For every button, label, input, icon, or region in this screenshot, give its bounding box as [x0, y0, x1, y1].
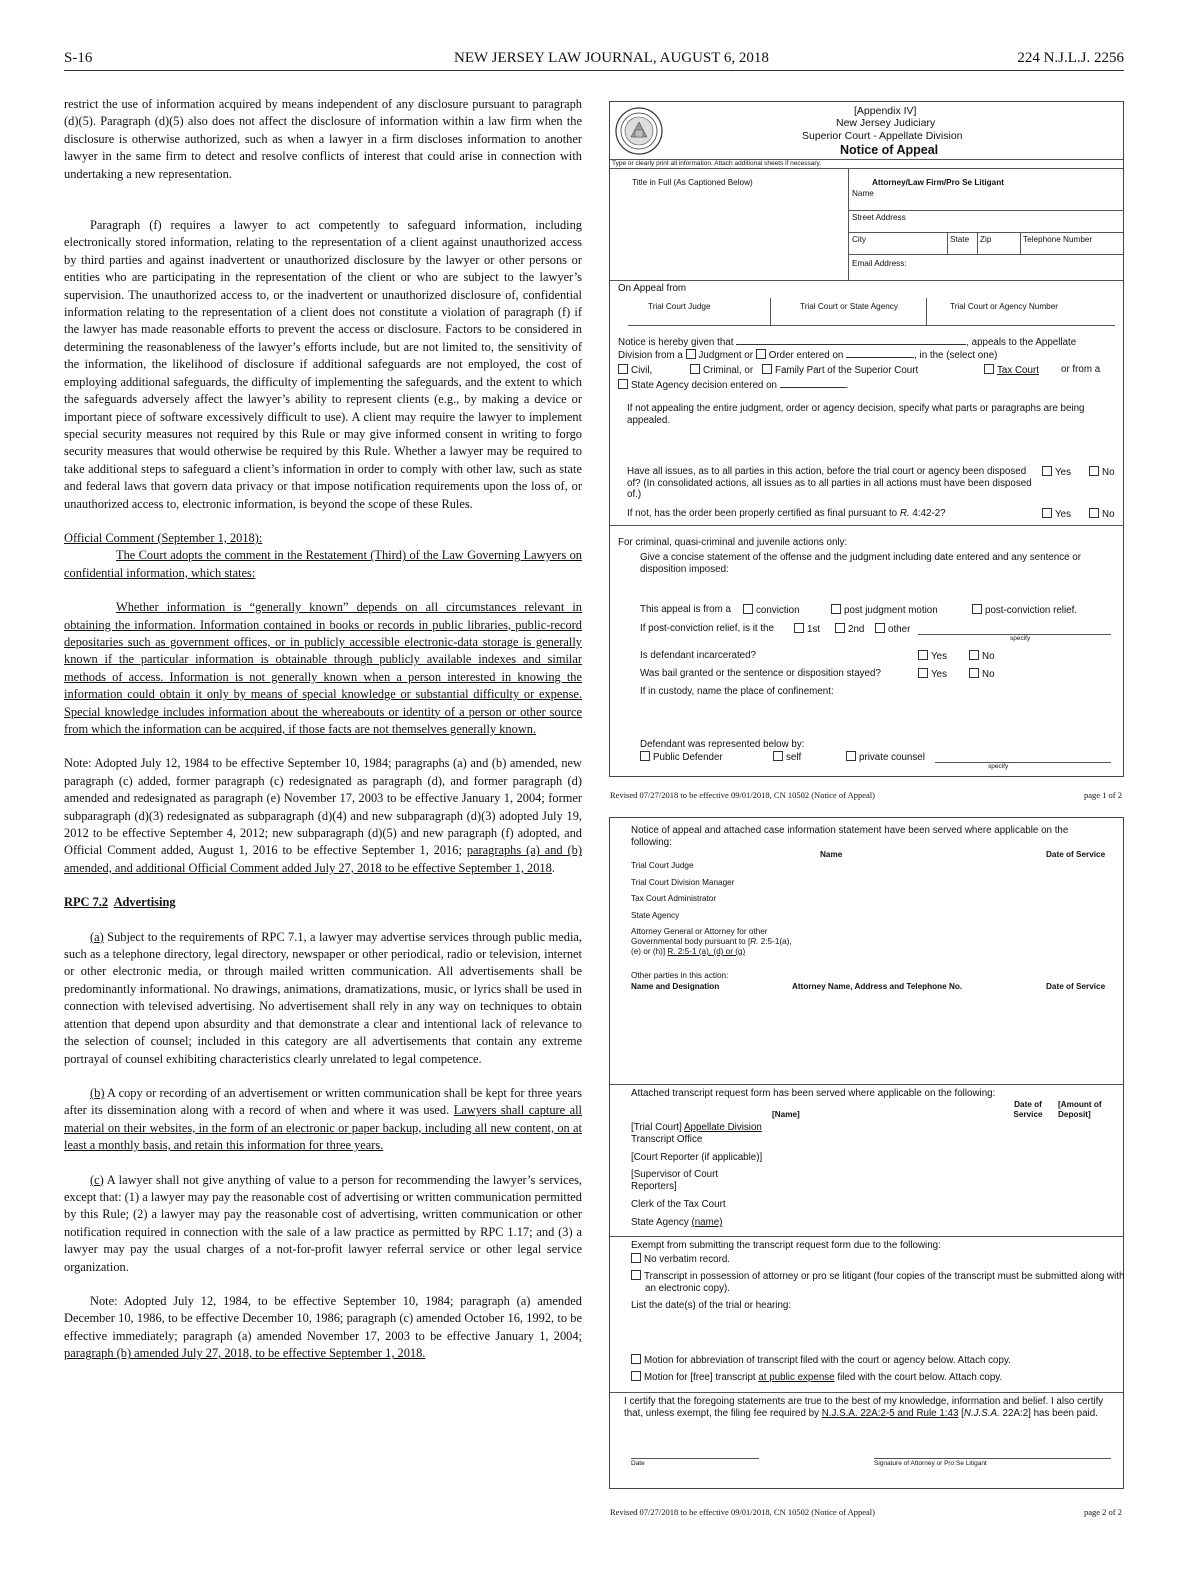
served-row: Trial Court Division Manager — [631, 878, 735, 887]
trial-agency-label: Trial Court or State Agency — [800, 302, 898, 311]
name-designation-header: Name and Designation — [631, 982, 720, 991]
specify-hint-2: specify — [988, 763, 1009, 770]
bail-question: Was bail granted or the sentence or disposition stayed? — [640, 668, 881, 679]
served-row: State Agency — [631, 911, 680, 920]
court-label: Superior Court - Appellate Division — [802, 130, 963, 142]
email-field[interactable]: Email Address: — [852, 259, 907, 268]
page-header — [64, 50, 1124, 71]
other-option[interactable]: other — [875, 623, 910, 635]
partial-appeal-text: If not appealing the entire judgment, order or agency decision, specify what parts or paragraphs are being appealed. — [627, 403, 1085, 426]
transcript-reporter: [Court Reporter (if applicable)] — [631, 1152, 763, 1163]
criminal-option[interactable]: Criminal, or — [690, 364, 753, 376]
page-indicator-1: page 1 of 2 — [1084, 790, 1123, 800]
self-option[interactable]: self — [773, 751, 801, 763]
rpc-7-2-heading: RPC 7.2 Advertising — [64, 895, 176, 910]
notice-of-appeal-page-2 — [609, 817, 1124, 1489]
judiciary-label: New Jersey Judiciary — [836, 117, 936, 129]
city-field[interactable]: City — [852, 235, 867, 244]
transcript-name-header: [Name] — [772, 1110, 800, 1119]
public-defender-option[interactable]: Public Defender — [640, 751, 723, 763]
list-dates-label: List the date(s) of the trial or hearing: — [631, 1300, 792, 1311]
incarcerated-yes[interactable]: Yes — [918, 650, 947, 662]
rpc-1-6-note: Note: Adopted July 12, 1984 to be effective September 10, 1984; paragraphs (a) and (b) amended, new paragraph (c) added, former paragraph (c) redesignated as paragraph (d), and former paragraph (d) amended and redesignated as paragraph (e) November 17, 2003 to be effective January 1, 2004; former subparagraph (d)(3) redesignated as subparagraph (d)(4) and new subparagraph (d)(3) adopted July 19, 2012 to be effective September 4, 2012; new subparagraph (d)(5) and new paragraph (f) adopted, and Official Comment added, August 1, 2016 to be effective September 1, 2016; paragraphs (a) and (b) amended, and additional Official Comment added July 27, 2018 to be effective September 1, 2018. — [64, 756, 582, 875]
paragraph-continued: restrict the use of information acquired by means independent of any disclosure pursuant to paragraph (d)(5). Paragraph (d)(5) also does not affect the disclosure of information within a law firm when the disclosure is otherwise authorized, such as when a lawyer in a firm discloses information to another lawyer in the same firm to detect and resolve conflicts of interest that could arise in connection with undertaking a new representation. — [64, 97, 582, 181]
transcript-amount-header: [Amount of Deposit] — [1058, 1100, 1102, 1119]
appendix-label: [Appendix IV] — [854, 105, 917, 117]
name-column-header: Name — [820, 850, 843, 859]
paragraph-f-comment: Paragraph (f) requires a lawyer to act competently to safeguard information, including electronically stored information, relating to the representation of a client against unauthorized access by third parties and against inadvertent or unauthorized disclosure by the lawyer or other persons or entities who are participating in the representation of the client or who are subject to the lawyer’s supervision. The unauthorized access to, or the inadvertent or unauthorized disclosure of, confidential information relating to the representation of a client does not constitute a violation of paragraph (f) if the lawyer has made reasonable efforts to prevent the access or disclosure. Factors to be considered in determining the reasonableness of the lawyer’s efforts include, but are not limited to, the sensitivity of the information, the likelihood of disclosure if additional safeguards are not employed, the cost of employing additional safeguards, the difficulty of implementing the safeguards, and the extent to which the safeguards adversely affect the lawyer’s ability to represent clients (e.g., by making a device or important piece of software excessively difficult to use). A client may require the lawyer to implement special security measures not required by this Rule or may give informed consent in writing to forgo security measures that would otherwise be required by this Rule. Whether a lawyer may be required to take additional steps to safeguard a client’s information in order to comply with other law, such as state and federal laws that govern data privacy or that impose notification requirements upon the loss of, or unauthorized access to, electronic information, is beyond the scope of these Rules. — [64, 218, 582, 511]
official-comment-title: Official Comment (September 1, 2018): — [64, 530, 263, 545]
attorney-heading: Attorney/Law Firm/Pro Se Litigant — [872, 178, 1004, 187]
state-field[interactable]: State — [950, 235, 970, 244]
post-conviction-option[interactable]: post-conviction relief. — [972, 604, 1077, 616]
citation: 224 N.J.L.J. 2256 — [1017, 50, 1124, 66]
rpc-7-2-b: (b) A copy or recording of an advertisement or written communication shall be kept for three years after its dissemination along with a record of when and where it was used. Lawyers shall capture all material on their websites, in the form of an electronic or paper backup, including all new content, on at least a monthly basis, and retain this information for three years. — [64, 1085, 582, 1153]
disposed-yes[interactable]: Yes — [1042, 466, 1071, 478]
transcript-state-agency: State Agency (name) — [631, 1217, 723, 1228]
street-field[interactable]: Street Address — [852, 213, 906, 222]
notice-given: Notice is hereby given that , appeals to the Appellate — [618, 337, 1077, 348]
signature-label: Signature of Attorney or Pro Se Litigant — [874, 1460, 987, 1467]
official-comment-intro: The Court adopts the comment in the Restatement (Third) of the Law Governing Lawyers on confidential information, which states: — [64, 548, 582, 580]
attorney-name-header: Attorney Name, Address and Telephone No. — [792, 982, 963, 991]
trial-number-label: Trial Court or Agency Number — [950, 302, 1058, 311]
transcript-trial-court: [Trial Court] Appellate Division — [631, 1122, 762, 1133]
name-field[interactable]: Name — [852, 189, 874, 198]
title-in-full-label: Title in Full (As Captioned Below) — [632, 178, 753, 187]
certification-text: I certify that the foregoing statements are true to the best of my knowledge, information and belief. I also certify that, unless exempt, the filing fee required by N.J.S.A. 22A:2-5 and Rule 1:43 [N.J.S.A. 22A:2] has been paid. — [624, 1396, 1104, 1419]
judgment-line: Division from a Judgment or Order entered on , in the (select one) — [618, 350, 998, 361]
second-option[interactable]: 2nd — [835, 623, 864, 635]
form-footer-1: Revised 07/27/2018 to be effective 09/01/2018, CN 10502 (Notice of Appeal) — [610, 790, 875, 800]
state-agency-option[interactable]: State Agency decision entered on . — [618, 379, 848, 391]
transcript-possession-option[interactable]: Transcript in possession of attorney or pro se litigant (four copies of the transcript must be submitted along with an electronic copy). — [631, 1270, 1130, 1294]
official-comment-body: Whether information is “generally known” depends on all circumstances relevant in obtaining the information. Information contained in books or records in public libraries, public-record depositaries such as government offices, or in publicly accessible electronic-data storage is generally known if the particular information is obtainable through publicly available indexes and similar methods of access. Information is not generally known when a person interested in knowing the information could obtain it only by means of special knowledge or substantial difficulty or expense. Special knowledge includes information about the whereabouts or identity of a person or other source from which the information can be acquired, if those facts are not themselves generally known. — [64, 600, 582, 736]
appeal-from-label: This appeal is from a — [640, 604, 731, 615]
form-title: Notice of Appeal — [840, 143, 939, 157]
certified-yes[interactable]: Yes — [1042, 508, 1071, 520]
zip-field[interactable]: Zip — [980, 235, 992, 244]
concise-statement: Give a concise statement of the offense and the judgment including date entered and any sentence or disposition imposed: — [640, 552, 1081, 575]
transcript-supervisor-2: Reporters] — [631, 1181, 677, 1192]
no-verbatim-option[interactable]: No verbatim record. — [631, 1253, 730, 1265]
trial-judge-label: Trial Court Judge — [648, 302, 711, 311]
incarcerated-no[interactable]: No — [969, 650, 995, 662]
date-column-header: Date of Service — [1046, 850, 1106, 859]
certified-no[interactable]: No — [1089, 508, 1115, 520]
or-from-label: or from a — [1061, 364, 1101, 375]
criminal-heading: For criminal, quasi-criminal and juvenile actions only: — [618, 537, 848, 548]
transcript-date-header: Date of Service — [1013, 1100, 1043, 1119]
specify-hint-1: specify — [1010, 635, 1031, 642]
conviction-option[interactable]: conviction — [743, 604, 800, 616]
post-judgment-option[interactable]: post judgment motion — [831, 604, 938, 616]
date-service-header: Date of Service — [1046, 982, 1106, 991]
transcript-office: Transcript Office — [631, 1134, 703, 1145]
form-instructions: Type or clearly print all information. Attach additional sheets if necessary. — [612, 160, 822, 167]
civil-option[interactable]: Civil, — [618, 364, 652, 376]
form-footer-2: Revised 07/27/2018 to be effective 09/01/2018, CN 10502 (Notice of Appeal) — [610, 1507, 875, 1517]
private-counsel-option[interactable]: private counsel — [846, 751, 925, 763]
bail-no[interactable]: No — [969, 668, 995, 680]
rpc-7-2-note: Note: Adopted July 12, 1984, to be effective September 10, 1984; paragraph (a) amended December 10, 1986, to be effective December 10, 1986; paragraph (c) amended October 16, 1992, to be effective immediately; paragraph (a) amended November 17, 2003 to be effective January 1, 2004; paragraph (b) amended July 27, 2018, to be effective September 1, 2018. — [64, 1293, 582, 1361]
disposed-question: Have all issues, as to all parties in this action, before the trial court or agency been disposed of? (In consolidated actions, all issues as to all parties in all actions must have been disposed of.) — [627, 466, 1032, 500]
other-parties-label: Other parties in this action: — [631, 971, 729, 980]
custody-question: If in custody, name the place of confinement: — [640, 686, 834, 697]
motion-abbreviation-option[interactable]: Motion for abbreviation of transcript filed with the court or agency below. Attach copy. — [631, 1354, 1011, 1366]
disposed-no[interactable]: No — [1089, 466, 1115, 478]
attorney-general-row: Attorney General or Attorney for other Governmental body pursuant to [R. 2:5-1(a), (e) or (h)] R. 2:5-1 (a), (d) or (g) — [631, 927, 792, 956]
journal-title: NEW JERSEY LAW JOURNAL, AUGUST 6, 2018 — [454, 50, 769, 66]
tax-court-option[interactable]: Tax Court — [984, 364, 1039, 376]
represented-label: Defendant was represented below by: — [640, 739, 805, 750]
first-option[interactable]: 1st — [794, 623, 820, 635]
judgment-checkbox[interactable] — [686, 349, 696, 359]
page-indicator-2: page 2 of 2 — [1084, 1507, 1123, 1517]
bail-yes[interactable]: Yes — [918, 668, 947, 680]
certified-question: If not, has the order been properly certified as final pursuant to R. 4:42-2? — [627, 508, 946, 519]
left-column — [64, 96, 582, 1363]
family-option[interactable]: Family Part of the Superior Court — [762, 364, 918, 376]
served-statement: Notice of appeal and attached case information statement have been served where applicable on the following: — [631, 825, 1069, 848]
served-row: Trial Court Judge — [631, 861, 694, 870]
order-checkbox[interactable] — [756, 349, 766, 359]
exempt-label: Exempt from submitting the transcript request form due to the following: — [631, 1240, 941, 1251]
date-signature-label: Date — [631, 1460, 645, 1467]
transcript-served: Attached transcript request form has been served where applicable on the following: — [631, 1088, 996, 1099]
judiciary-seal — [614, 106, 664, 159]
pcr-label: If post-conviction relief, is it the — [640, 623, 774, 634]
served-row: Tax Court Administrator — [631, 894, 717, 903]
motion-free-transcript-option[interactable]: Motion for [free] transcript at public expense filed with the court below. Attach copy. — [631, 1371, 1002, 1383]
rpc-7-2-c: (c) A lawyer shall not give anything of value to a person for recommending the lawyer’s services, except that: (1) a lawyer may pay the reasonable cost of advertising or written communication permitted by this Rule; (2) a lawyer may pay the reasonable cost of advertising, written communication or other notification required in connection with the sale of a law practice as permitted by RPC 1.17; and (3) a lawyer may pay the usual charges of a not-for-profit lawyer referral service or other legal service organization. — [64, 1172, 582, 1274]
page-number: S-16 — [64, 50, 93, 66]
telephone-field[interactable]: Telephone Number — [1023, 235, 1093, 244]
transcript-supervisor: [Supervisor of Court — [631, 1169, 719, 1180]
transcript-clerk: Clerk of the Tax Court — [631, 1199, 726, 1210]
on-appeal-label: On Appeal from — [618, 283, 687, 294]
rpc-7-2-a: (a) Subject to the requirements of RPC 7.1, a lawyer may advertise services through public media, such as a telephone directory, legal directory, newspaper or other periodical, radio or television, internet or other electronic media, or through mailed written communication. All advertisements shall be predominantly informational. No drawings, animations, dramatizations, music, or lyrics shall be used in connection with televised advertising. No advertisement shall rely in any way on techniques to obtain attention that depend upon absurdity and that demonstrate a clear and intentional lack of relevance to the selection of counsel; included in this category are all advertisements that contain any extreme portrayal of counsel exhibiting characteristics clearly unrelated to legal competence. — [64, 929, 582, 1066]
incarcerated-question: Is defendant incarcerated? — [640, 650, 757, 661]
notice-of-appeal-page-1 — [609, 101, 1124, 777]
